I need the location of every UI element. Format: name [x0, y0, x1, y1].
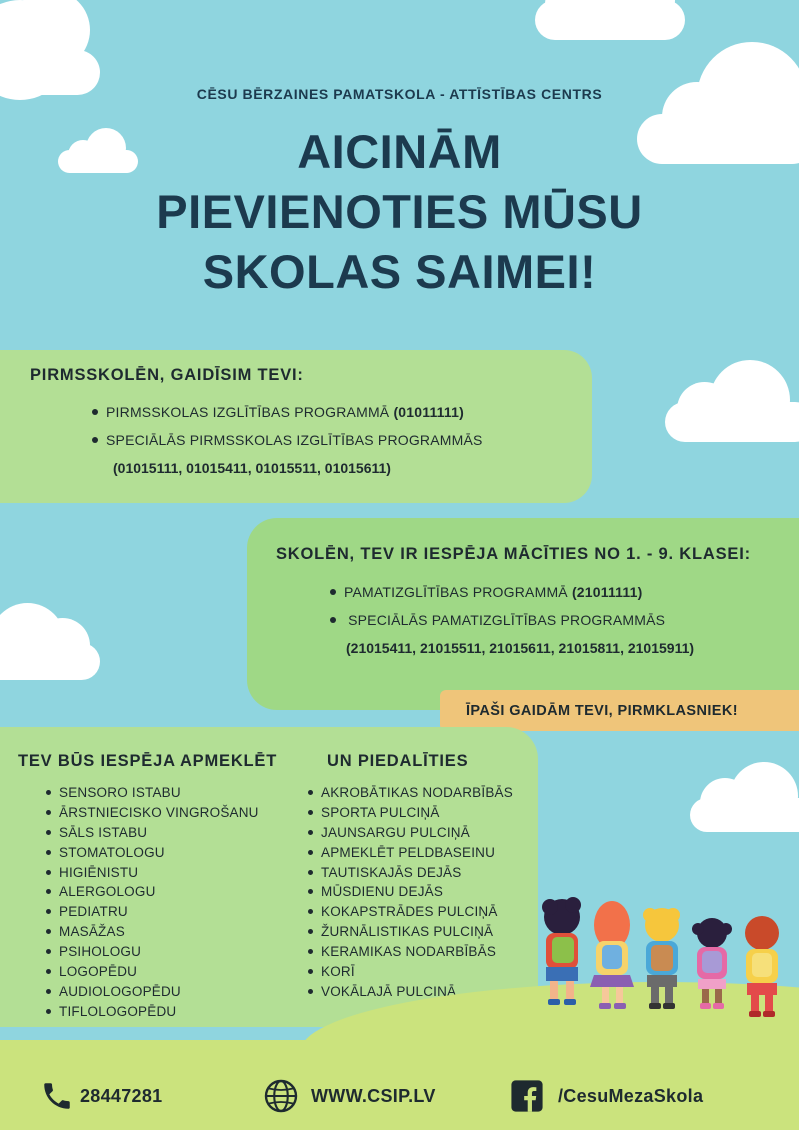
child-5-figure [745, 916, 779, 1017]
list-item: ĀRSTNIECISKO VINGROŠANU [46, 803, 259, 823]
list-item: TIFLOLOGOPĒDU [46, 1002, 259, 1022]
website-contact[interactable] [263, 1076, 436, 1116]
list-item: ALERGOLOGU [46, 882, 259, 902]
cloud-right-bottom [690, 762, 799, 832]
basic-education-item [330, 584, 642, 600]
list-item: MASĀŽAS [46, 922, 259, 942]
cloud-top-left [0, 0, 100, 100]
cloud-top-center [535, 0, 685, 40]
bullet-icon [330, 617, 336, 623]
bullet-icon [308, 850, 313, 855]
special-preschool-program-codes: (01015111, 01015411, 01015511, 01015611) [113, 460, 391, 476]
special-education-item [330, 612, 665, 628]
bullet-icon [308, 929, 313, 934]
list-item: SPORTA PULCIŅĀ [308, 803, 513, 823]
bullet-icon [46, 830, 51, 835]
visit-heading: TEV BŪS IESPĒJA APMEKLĒT [18, 752, 278, 770]
preschool-program-name: PIRMSSKOLAS IZGLĪTĪBAS PROGRAMMĀ [106, 404, 394, 420]
special-preschool-program-item [92, 432, 483, 448]
bullet-icon [46, 810, 51, 815]
list-item: AKROBĀTIKAS NODARBĪBĀS [308, 783, 513, 803]
website-link[interactable]: WWW.CSIP.LV [311, 1085, 436, 1106]
bullet-icon [308, 949, 313, 954]
special-education-name: SPECIĀLĀS PAMATIZGLĪTĪBAS PROGRAMMĀS [344, 612, 666, 628]
list-item: KOKAPSTRĀDES PULCIŅĀ [308, 902, 513, 922]
list-item: SENSORO ISTABU [46, 783, 259, 803]
bullet-icon [308, 870, 313, 875]
special-preschool-program-name: SPECIĀLĀS PIRMSSKOLAS IZGLĪTĪBAS PROGRAMMĀS [106, 432, 483, 448]
participate-list [308, 783, 513, 1002]
visit-list [46, 783, 259, 1022]
bullet-icon [46, 969, 51, 974]
list-item: KORĪ [308, 962, 513, 982]
participate-heading: UN PIEDALĪTIES [327, 752, 469, 770]
bullet-icon [308, 989, 313, 994]
list-item: VOKĀLAJĀ PULCIŅĀ [308, 982, 513, 1002]
cloud-right-middle [665, 360, 799, 442]
list-item: SĀLS ISTABU [46, 823, 259, 843]
bullet-icon [308, 889, 313, 894]
bullet-icon [308, 810, 313, 815]
list-item: MŪSDIENU DEJĀS [308, 882, 513, 902]
title-line-1: AICINĀM [297, 125, 502, 178]
list-item: ŽURNĀLISTIKAS PULCIŅĀ [308, 922, 513, 942]
preschool-heading: PIRMSSKOLĒN, GAIDĪSIM TEVI: [30, 366, 304, 384]
list-item: STOMATOLOGU [46, 843, 259, 863]
preschool-program-code: (01011111) [393, 404, 464, 420]
bullet-icon [308, 969, 313, 974]
list-item: TAUTISKAJĀS DEJĀS [308, 863, 513, 883]
bullet-icon [46, 909, 51, 914]
bullet-icon [46, 850, 51, 855]
child-3-figure [643, 908, 680, 1009]
phone-number[interactable]: 28447281 [80, 1085, 163, 1106]
bullet-icon [92, 437, 98, 443]
cloud-left-middle [0, 598, 100, 680]
list-item: JAUNSARGU PULCIŅĀ [308, 823, 513, 843]
bullet-icon [46, 870, 51, 875]
basic-education-code: (21011111) [571, 584, 643, 600]
page-title [0, 122, 799, 302]
child-4-figure [692, 918, 732, 1009]
child-1-figure [542, 897, 581, 1005]
school-heading: SKOLĒN, TEV IR IESPĒJA MĀCĪTIES NO 1. - 9. KLASEI: [276, 545, 751, 563]
phone-icon [40, 1079, 74, 1113]
list-item: APMEKLĒT PELDBASEINU [308, 843, 513, 863]
globe-icon [263, 1078, 299, 1114]
special-education-codes: (21015411, 21015511, 21015611, 21015811, 21015911) [346, 640, 695, 656]
list-item: KERAMIKAS NODARBĪBĀS [308, 942, 513, 962]
bullet-icon [46, 790, 51, 795]
preschool-program-item [92, 404, 464, 420]
list-item: PSIHOLOGU [46, 942, 259, 962]
list-item: AUDIOLOGOPĒDU [46, 982, 259, 1002]
bullet-icon [46, 1009, 51, 1014]
first-grader-banner-text: ĪPAŠI GAIDĀM TEVI, PIRMKLASNIEK! [466, 703, 738, 719]
bullet-icon [330, 589, 336, 595]
basic-education-name: PAMATIZGLĪTĪBAS PROGRAMMĀ [344, 584, 572, 600]
bullet-icon [92, 409, 98, 415]
bullet-icon [308, 830, 313, 835]
list-item: LOGOPĒDU [46, 962, 259, 982]
facebook-link[interactable]: /CesuMezaSkola [558, 1085, 704, 1106]
title-line-2: PIEVIENOTIES MŪSU [156, 185, 643, 238]
title-line-3: SKOLAS SAIMEI! [202, 245, 597, 298]
bullet-icon [308, 909, 313, 914]
bullet-icon [46, 889, 51, 894]
bullet-icon [46, 989, 51, 994]
children-illustration [532, 895, 794, 1017]
child-2-figure [590, 901, 634, 1009]
bullet-icon [308, 790, 313, 795]
facebook-contact[interactable] [510, 1076, 703, 1116]
facebook-icon [510, 1079, 544, 1113]
school-name: CĒSU BĒRZAINES PAMATSKOLA - ATTĪSTĪBAS CENTRS [196, 86, 603, 102]
list-item: PEDIATRU [46, 902, 259, 922]
phone-contact[interactable] [40, 1076, 163, 1116]
bullet-icon [46, 949, 51, 954]
list-item: HIGIĒNISTU [46, 863, 259, 883]
bullet-icon [46, 929, 51, 934]
